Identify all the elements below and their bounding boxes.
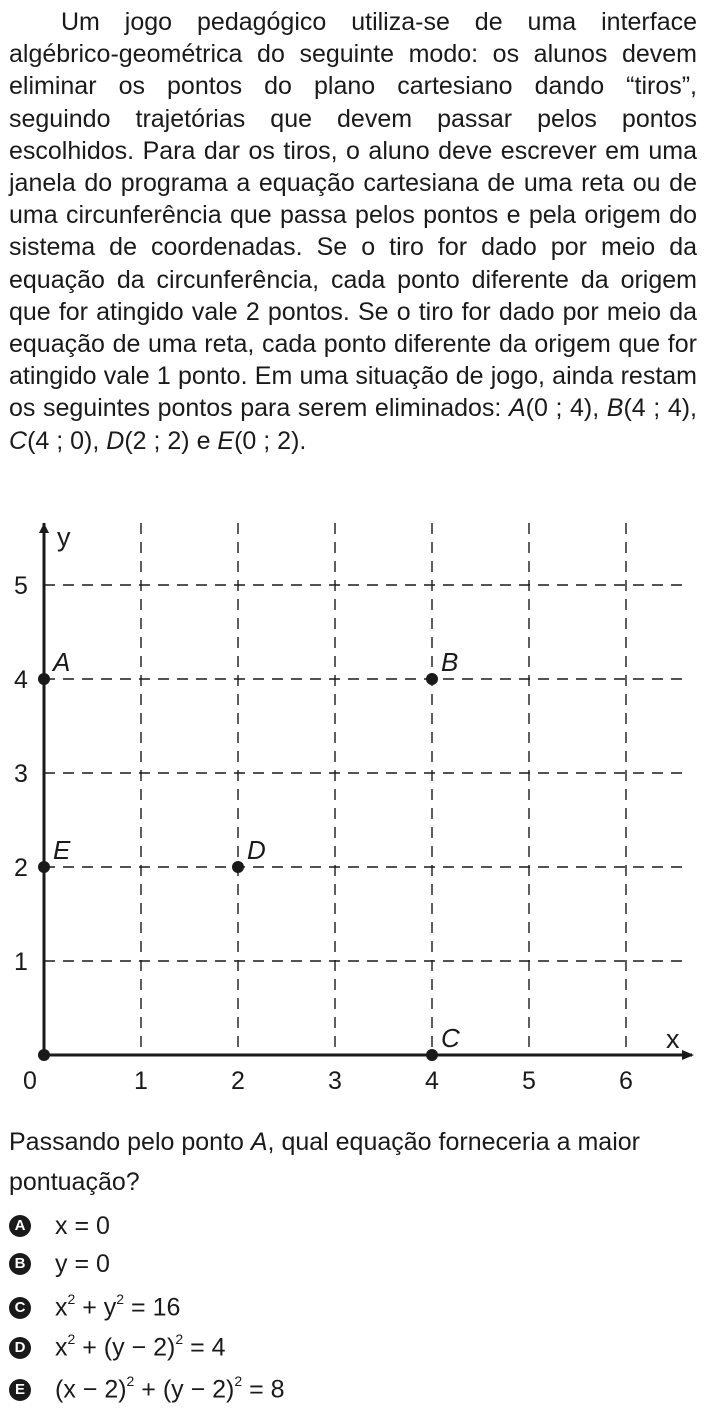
x-tick-label: 1 (134, 1067, 148, 1095)
option-e[interactable] (9, 1372, 285, 1408)
point-c (426, 1049, 438, 1061)
option-b[interactable] (9, 1246, 110, 1282)
question-prefix: Passando pelo ponto (9, 1128, 251, 1156)
option-d[interactable] (9, 1330, 226, 1366)
option-equation: $x^2 + y^2 = 16$ (55, 1291, 181, 1322)
y-tick-label: 5 (14, 572, 28, 600)
problem-statement (9, 6, 697, 457)
x-tick-label: 3 (328, 1067, 342, 1095)
question-point: A (250, 1128, 268, 1156)
x-tick-label: 5 (522, 1067, 536, 1095)
point-ref-d (106, 427, 217, 455)
point-ref-a (509, 394, 607, 422)
point-label-b: B (441, 647, 459, 677)
x-tick-label: 0 (23, 1067, 37, 1095)
y-axis-arrow (39, 523, 49, 533)
question (9, 1122, 697, 1202)
option-letter-badge: D (9, 1337, 31, 1359)
x-tick-label: 4 (425, 1067, 439, 1095)
option-equation: x = 0 (55, 1211, 110, 1240)
point-ref-name: E (217, 426, 235, 455)
point-ref-e (217, 427, 306, 455)
y-tick-label: 4 (14, 666, 28, 694)
point-ref-coords: (0 ; 4), (525, 394, 607, 423)
point-ref-coords: (4 ; 0), (27, 426, 100, 455)
option-equation: $(x - 2)^2 + (y - 2)^2 = 8$ (55, 1373, 285, 1404)
option-equation: $x^2 + (y - 2)^2 = 4$ (55, 1331, 226, 1362)
point-a (38, 673, 50, 685)
option-letter-badge: C (9, 1297, 31, 1319)
point-ref-coords: (0 ; 2). (234, 426, 307, 455)
point-ref-name: A (508, 394, 526, 423)
point-label-a: A (53, 647, 71, 677)
point-ref-c (9, 427, 99, 455)
point-ref-name: C (9, 426, 28, 455)
x-axis-label: x (666, 1024, 680, 1054)
option-letter-badge: A (9, 1215, 31, 1237)
origin-point (38, 1049, 50, 1061)
point-ref-coords: (2 ; 2) e (124, 426, 218, 455)
x-tick-label: 2 (231, 1067, 245, 1095)
point-ref-coords: (4 ; 4), (623, 394, 697, 423)
point-ref-b (607, 394, 697, 422)
statement-paragraph: Um jogo pedagógico utiliza-se de uma interface algébrico-geométrica do seguinte modo: os alunos devem eliminar os pontos do plano cartesiano dando “tiros”, seguindo trajetórias que devem passar pelos pontos escolhidos. Para dar os tiros, o aluno deve escrever em uma janela do programa a equação cartesiana de uma reta ou de uma circunferência que passa pelos pontos e pela origem do sistema de coordenadas. Se o tiro for dado por meio da equação da circunferência, cada ponto diferente da origem que for atingido vale 2 pontos. Se o tiro for dado por meio da equação de uma reta, cada ponto diferente da origem que for atingido vale 1 ponto. Em uma situação de jogo, ainda restam os seguintes pontos para serem eliminados: (9, 8, 697, 423)
x-axis-arrow (682, 1050, 694, 1060)
option-equation: y = 0 (55, 1249, 110, 1278)
point-ref-name: B (606, 394, 624, 423)
point-e (38, 861, 50, 873)
x-tick-label: 6 (619, 1067, 633, 1095)
point-label-c: C (441, 1023, 460, 1053)
point-label-e: E (53, 835, 71, 865)
question-suffix: , qual equação forneceria a maior pontuação? (9, 1128, 640, 1196)
point-label-d: D (247, 835, 266, 865)
y-axis-label: y (57, 522, 71, 552)
point-d (232, 861, 244, 873)
cartesian-plane (0, 515, 705, 1105)
y-tick-label: 1 (14, 948, 28, 976)
option-letter-badge: E (9, 1379, 31, 1401)
option-a[interactable] (9, 1208, 110, 1244)
y-tick-label: 3 (14, 760, 28, 788)
point-b (426, 673, 438, 685)
y-tick-label: 2 (14, 854, 28, 882)
option-letter-badge: B (9, 1253, 31, 1275)
option-c[interactable] (9, 1290, 180, 1326)
point-ref-name: D (106, 426, 125, 455)
